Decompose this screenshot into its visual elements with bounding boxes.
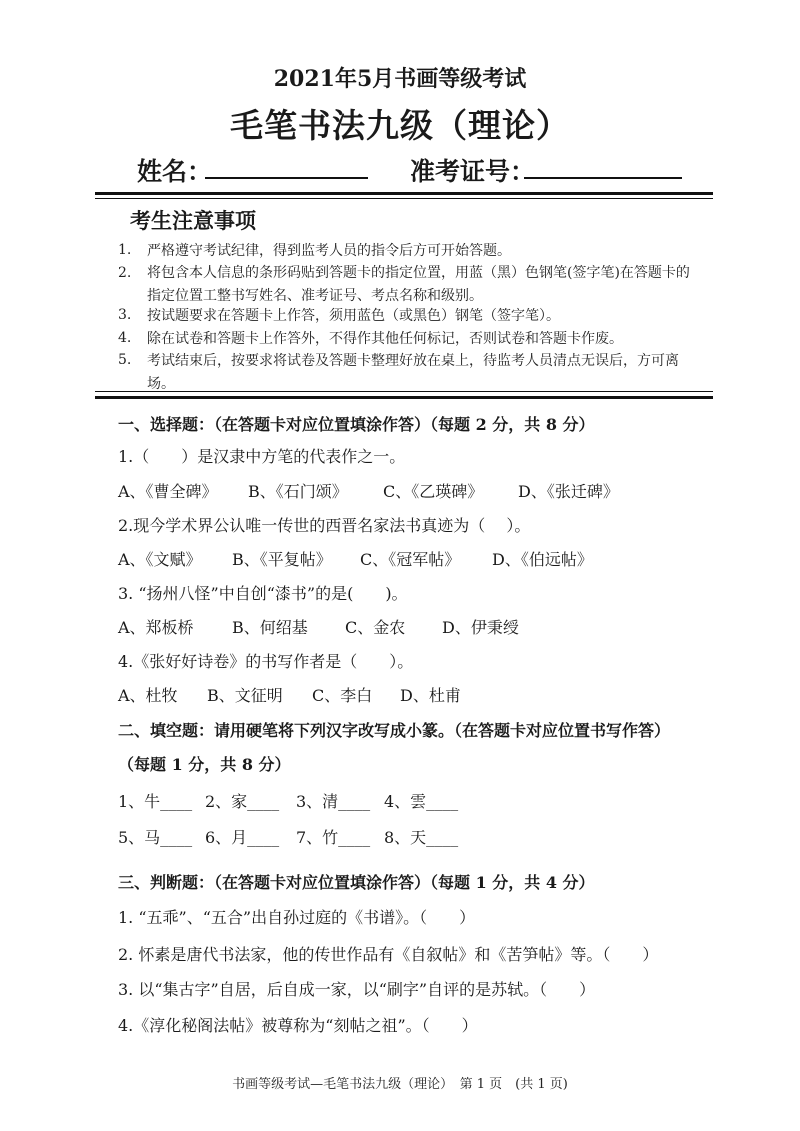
option-b: B、《平复帖》 [232, 550, 332, 569]
option-a: A、《曹全碑》 [118, 482, 218, 501]
notice-text: 严格遵守考试纪律，得到监考人员的指令后方可开始答题。 [147, 243, 511, 259]
divider-bottom-thin [95, 391, 713, 392]
option-c: C、《冠军帖》 [360, 550, 461, 569]
option-d: D、杜甫 [400, 686, 461, 705]
notice-title: 考生注意事项 [130, 208, 256, 233]
section-fill-blank-heading: 二、填空题：请用硬笔将下列汉字改写成小篆。（在答题卡对应位置书写作答） [118, 721, 671, 740]
question-text: 2.现今学术界公认唯一传世的西晋名家法书真迹为（ ）。 [118, 516, 531, 535]
notice-text: 除在试卷和答题卡上作答外，不得作其他任何标记，否则试卷和答题卡作废。 [147, 331, 623, 347]
notice-text: 将包含本人信息的条形码贴到答题卡的指定位置，用蓝（黑）色钢笔(签字笔)在答题卡的指定位置工整书写姓名、准考证号、考点名称和级别。 [147, 265, 690, 304]
name-field-line[interactable] [205, 177, 368, 179]
blank-item: 3、清____ [296, 792, 371, 811]
question-text: 1.（ ）是汉隶中方笔的代表作之一。 [118, 447, 406, 466]
exam-id-label: 准考证号： [410, 157, 536, 186]
option-d: D、《伯远帖》 [492, 550, 593, 569]
notice-num: 3. [118, 307, 132, 323]
exam-id-field-line[interactable] [524, 177, 682, 179]
option-c: C、《乙瑛碑》 [383, 482, 484, 501]
notice-num: 5. [118, 352, 132, 368]
exam-title: 2021年5月书画等级考试 [273, 66, 527, 92]
option-d: D、伊秉绶 [442, 618, 519, 637]
option-b: B、《石门颂》 [248, 482, 348, 501]
question-text: 4.《张好好诗卷》的书写作者是（ ）。 [118, 652, 414, 671]
option-c: C、李白 [312, 686, 373, 705]
subject-title: 毛笔书法九级（理论） [230, 106, 570, 145]
divider-bottom-thick [95, 396, 713, 399]
section-true-false-heading: 三、判断题：（在答题卡对应位置填涂作答）（每题 1 分，共 4 分） [118, 873, 595, 892]
blank-item: 6、月____ [205, 828, 280, 847]
page-footer: 书画等级考试—毛笔书法九级（理论） 第 1 页 (共 1 页) [232, 1077, 568, 1092]
question-text: 4.《淳化秘阁法帖》被尊称为“刻帖之祖”。（ ） [118, 1016, 478, 1035]
question-text: 2. 怀素是唐代书法家，他的传世作品有《自叙帖》和《苦笋帖》等。（ ） [118, 945, 659, 964]
blank-item: 4、雲____ [384, 792, 459, 811]
question-text: 1. “五乖”、“五合”出自孙过庭的《书谱》。（ ） [118, 908, 476, 927]
option-a: A、《文赋》 [118, 550, 202, 569]
notice-text: 考试结束后，按要求将试卷及答题卡整理好放在桌上，待监考人员清点无误后，方可离场。 [147, 353, 679, 392]
notice-num: 4. [118, 330, 132, 346]
blank-item: 2、家____ [205, 792, 280, 811]
name-label: 姓名： [137, 157, 213, 186]
option-a: A、杜牧 [118, 686, 178, 705]
option-d: D、《张迁碑》 [518, 482, 619, 501]
option-c: C、金农 [345, 618, 406, 637]
divider-top-thick [95, 192, 713, 195]
question-text: 3. “扬州八怪”中自创“漆书”的是( )。 [118, 584, 408, 603]
option-b: B、何绍基 [232, 618, 308, 637]
divider-top-thin [95, 198, 713, 199]
section-fill-blank-score: （每题 1 分，共 8 分） [118, 755, 291, 774]
blank-item: 5、马____ [118, 828, 193, 847]
section-multiple-choice-heading: 一、选择题：（在答题卡对应位置填涂作答）（每题 2 分，共 8 分） [118, 415, 595, 434]
notice-num: 1. [118, 242, 132, 258]
option-a: A、郑板桥 [118, 618, 194, 637]
notice-text: 按试题要求在答题卡上作答，须用蓝色（或黑色）钢笔（签字笔）。 [147, 308, 560, 324]
question-text: 3. 以“集古字”自居，后自成一家，以“刷字”自评的是苏轼。（ ） [118, 980, 596, 999]
blank-item: 8、天____ [384, 828, 459, 847]
blank-item: 1、牛____ [118, 792, 193, 811]
notice-num: 2. [118, 265, 132, 281]
option-b: B、文征明 [207, 686, 283, 705]
blank-item: 7、竹____ [296, 828, 371, 847]
